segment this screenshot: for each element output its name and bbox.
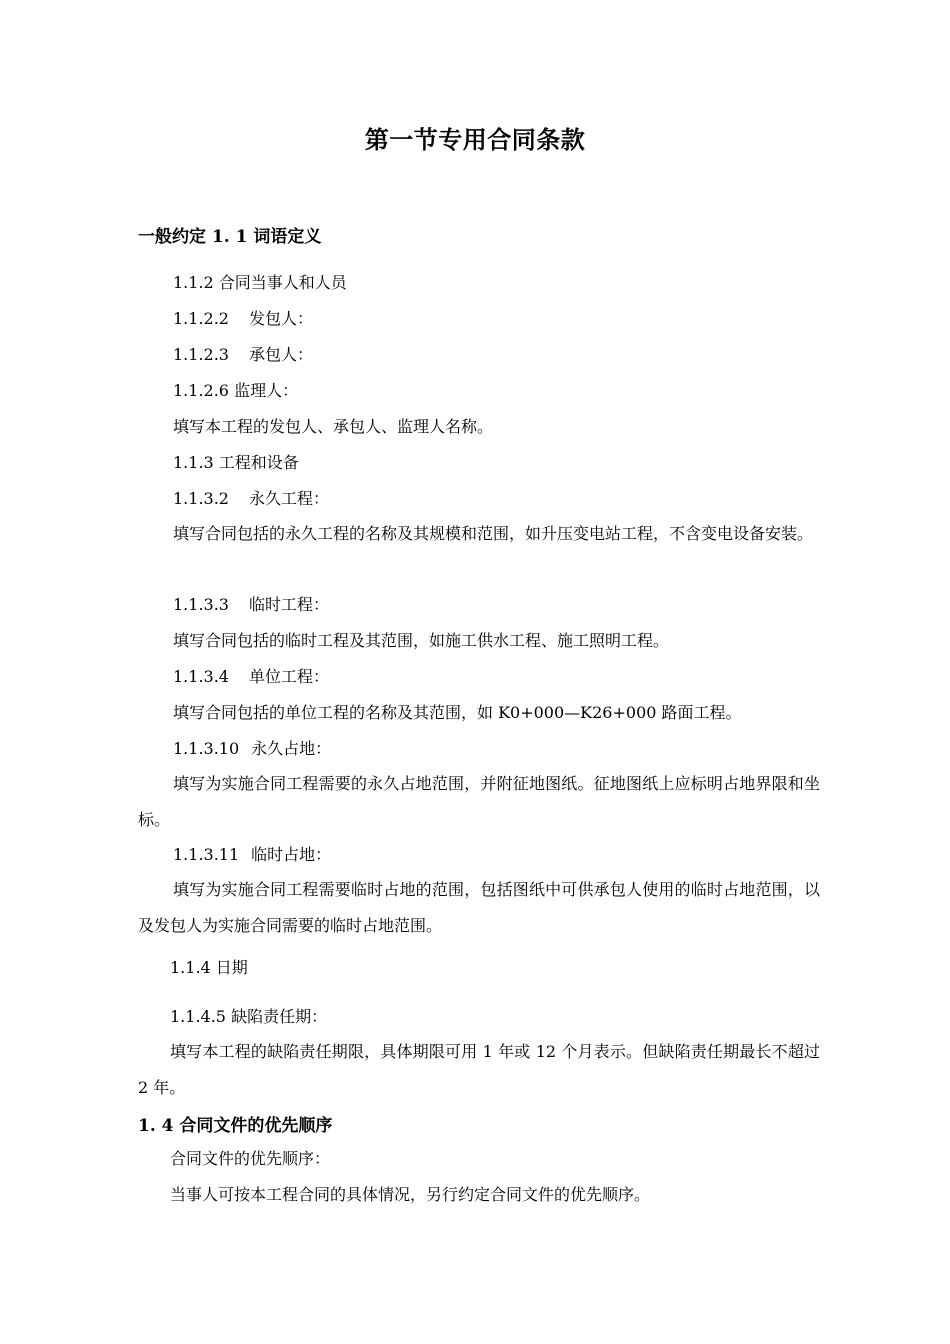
clause-1-1-2-3 bbox=[173, 342, 313, 368]
paragraph-unit-works: 填写合同包括的单位工程的名称及其范围，如 K0+000—K26+000 路面工程。 bbox=[173, 703, 742, 722]
clause-text: 永久工程： bbox=[248, 489, 329, 508]
clause-1-1-2-6: 1.1.2.6 监理人： bbox=[173, 381, 299, 400]
clause-text: 临时占地： bbox=[251, 845, 332, 864]
clause-1-1-3-10 bbox=[173, 736, 331, 762]
clause-1-1-3: 1.1.3 工程和设备 bbox=[173, 453, 299, 472]
clause-1-1-3-3 bbox=[173, 592, 329, 618]
clause-1-1-4: 1.1.4 日期 bbox=[170, 958, 248, 977]
paragraph-temporary-land: 填写为实施合同工程需要临时占地的范围，包括图纸中可供承包人使用的临时占地范围，以及发包人为实施合同需要的临时占地范围。 bbox=[138, 880, 820, 935]
clause-1-1-2: 1.1.2 合同当事人和人员 bbox=[173, 273, 347, 292]
page-title: 第一节专用合同条款 bbox=[364, 125, 586, 154]
paragraph-permanent-works: 填写合同包括的永久工程的名称及其规模和范围，如升压变电站工程，不含变电设备安装。 bbox=[173, 524, 814, 543]
clause-1-1-3-11 bbox=[173, 842, 331, 868]
section-heading-priority: 1. 4 合同文件的优先顺序 bbox=[138, 1116, 333, 1136]
clause-number: 1.1.3.3 bbox=[173, 595, 229, 614]
clause-number: 1.1.3.2 bbox=[173, 489, 229, 508]
paragraph-defect-period: 填写本工程的缺陷责任期限，具体期限可用 1 年或 12 个月表示。但缺陷责任期最长不超过 2 年。 bbox=[138, 1042, 820, 1097]
clause-1-1-4-5: 1.1.4.5 缺陷责任期： bbox=[170, 1007, 328, 1026]
paragraph-priority: 当事人可按本工程合同的具体情况，另行约定合同文件的优先顺序。 bbox=[170, 1185, 651, 1204]
paragraph-temporary-works: 填写合同包括的临时工程及其范围，如施工供水工程、施工照明工程。 bbox=[173, 631, 670, 650]
section-heading-general: 一般约定 1. 1 词语定义 bbox=[138, 227, 322, 247]
clause-text: 发包人： bbox=[248, 309, 313, 328]
clause-number: 1.1.2.3 bbox=[173, 345, 229, 364]
clause-number: 1.1.2.2 bbox=[173, 309, 229, 328]
clause-text: 单位工程： bbox=[248, 667, 329, 686]
clause-text: 永久占地： bbox=[251, 739, 332, 758]
clause-1-1-3-2 bbox=[173, 486, 329, 512]
clause-number: 1.1.3.10 bbox=[173, 739, 240, 758]
priority-label: 合同文件的优先顺序： bbox=[170, 1149, 331, 1168]
clause-text: 承包人： bbox=[248, 345, 313, 364]
clause-text: 临时工程： bbox=[248, 595, 329, 614]
clause-1-1-3-4 bbox=[173, 664, 329, 690]
clause-number: 1.1.3.4 bbox=[173, 667, 229, 686]
clause-number: 1.1.3.11 bbox=[173, 845, 240, 864]
paragraph-parties: 填写本工程的发包人、承包人、监理人名称。 bbox=[173, 417, 494, 436]
paragraph-permanent-land: 填写为实施合同工程需要的永久占地范围，并附征地图纸。征地图纸上应标明占地界限和坐标。 bbox=[138, 774, 820, 829]
clause-1-1-2-2 bbox=[173, 306, 313, 332]
